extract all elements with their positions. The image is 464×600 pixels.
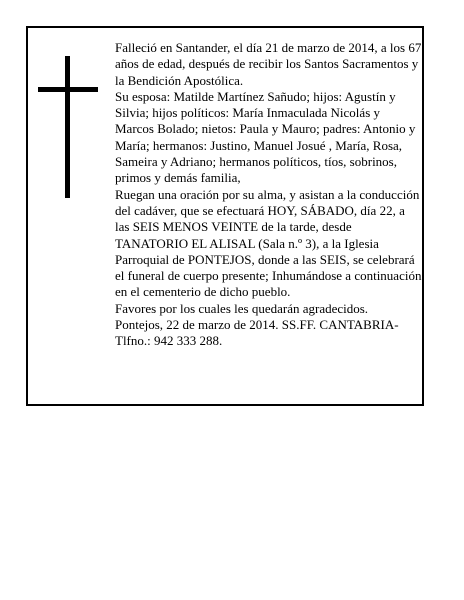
cross-icon	[38, 56, 98, 198]
family-list: Su esposa: Matilde Martínez Sañudo; hijos: Agustín y Silvia; hijos políticos: María Inmaculada Nicolás y Marcos Bolado; nietos: Paula y Mauro; padres: Antonio y María; hermanos: Justino, Manuel Josué , María, Rosa, Sameira y Adriano; hermanos políticos, tíos, sobrinos, primos y demás familia,	[115, 88, 416, 186]
thanks-line: Favores por los cuales les quedarán agradecidos.	[115, 300, 369, 316]
death-announcement: Falleció en Santander, el día 21 de marzo de 2014, a los 67 años de edad, después de recibir los Santos Sacramentos y la Bendición Apostólica.	[115, 40, 422, 88]
cross-horizontal-bar	[38, 87, 98, 92]
obituary-notice	[26, 26, 424, 406]
obituary-text	[115, 40, 422, 350]
cross-vertical-bar	[65, 56, 70, 198]
funeral-details: Ruegan una oración por su alma, y asistan a la conducción del cadáver, que se efectuará HOY, SÁBADO, día 22, a las SEIS MENOS VEINTE de la tarde, desde TANATORIO EL ALISAL (Sala n.º 3), a la Iglesia Parroquial de PONTEJOS, donde a las SEIS, se celebrará el funeral de cuerpo presente; Inhumándose a continuación en el cementerio de dicho pueblo.	[115, 186, 422, 300]
place-date-contact: Pontejos, 22 de marzo de 2014. SS.FF. CANTABRIA-Tlfno.: 942 333 288.	[115, 317, 399, 349]
